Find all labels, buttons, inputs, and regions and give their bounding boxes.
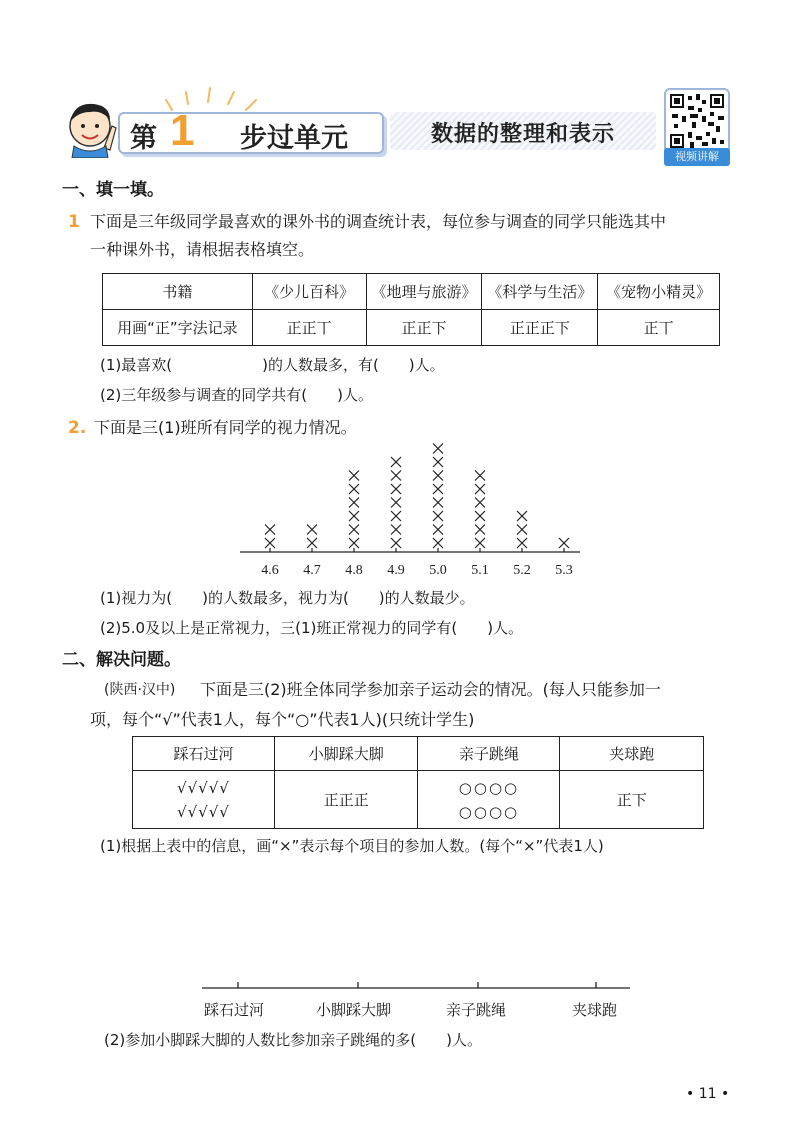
section1-title: 一、填一填。: [62, 180, 164, 200]
qr-code-icon: [668, 92, 726, 150]
cross-mark: [391, 457, 401, 467]
s2-sub1: (1)根据上表中的信息，画“×”表示每个项目的参加人数。(每个“×”代表1人): [100, 837, 604, 855]
s2-line2: 项，每个“√”代表1人，每个“○”代表1人)(只统计学生): [90, 710, 475, 729]
table-header-cell: 《科学与生活》: [482, 274, 598, 310]
tally-cell: 正丅: [598, 310, 720, 346]
tally-cell: 正正正下: [482, 310, 598, 346]
tick-label: 4.9: [387, 563, 405, 578]
cross-mark: [433, 498, 443, 508]
cross-mark: [349, 471, 359, 481]
table-header-cell: 书籍: [103, 274, 253, 310]
cross-mark: [433, 538, 443, 548]
cross-mark: [475, 498, 485, 508]
topic-box: [390, 112, 656, 150]
tally-cell: 正正正: [274, 771, 417, 829]
answer-axis: [196, 978, 636, 998]
axis-label: 亲子跳绳: [446, 1001, 507, 1019]
table-header-cell: 踩石过河: [133, 737, 275, 771]
cross-mark: [307, 538, 317, 548]
tick-label: 5.0: [429, 563, 447, 578]
book-survey-table: [102, 273, 720, 346]
cross-mark: [391, 484, 401, 494]
table-header-cell: 《宠物小精灵》: [598, 274, 720, 310]
q1-line2: 一种课外书，请根据表格填空。: [90, 240, 315, 259]
tick-row: √√√√√: [177, 778, 230, 797]
cross-mark: [475, 511, 485, 521]
q2-line1: 下面是三(1)班所有同学的视力情况。: [94, 418, 357, 437]
table-header-row: [133, 737, 704, 771]
table-header-cell: 夹球跑: [560, 737, 704, 771]
cross-mark: [517, 525, 527, 535]
tally-cell: 正下: [560, 771, 704, 829]
cross-mark: [391, 511, 401, 521]
tick-label: 4.8: [345, 563, 363, 578]
tally-cell: 正正丅: [252, 310, 366, 346]
topic-title: 数据的整理和表示: [430, 122, 615, 147]
cross-mark: [475, 525, 485, 535]
axis-label: 踩石过河: [204, 1001, 265, 1019]
region-tag: (陕西·汉中): [104, 682, 176, 698]
q2-sub1: (1)视力为( )的人数最多，视力为( )的人数最少。: [100, 589, 475, 607]
cross-mark: [433, 444, 443, 454]
unit-number: 1: [170, 106, 195, 155]
s2-sub2: (2)参加小脚踩大脚的人数比参加亲子跳绳的多( )人。: [104, 1031, 482, 1049]
cross-mark: [265, 538, 275, 548]
sports-day-table: [132, 736, 704, 829]
table-header-row: [103, 274, 720, 310]
cross-mark: [559, 538, 569, 548]
table-header-cell: 亲子跳绳: [418, 737, 560, 771]
cross-mark: [349, 484, 359, 494]
q1-line1: 下面是三年级同学最喜欢的课外书的调查统计表，每位参与调查的同学只能选其中: [90, 212, 667, 231]
mascot-boy-icon: [60, 96, 126, 158]
cross-mark: [391, 498, 401, 508]
tick-label: 4.6: [261, 563, 279, 578]
qr-code[interactable]: [664, 88, 730, 154]
section2-title: 二、解决问题。: [62, 650, 181, 670]
unit-prefix: 第: [130, 123, 157, 154]
tick-label: 4.7: [303, 563, 321, 578]
table-row: [133, 771, 704, 829]
cross-mark: [433, 471, 443, 481]
q2-sub2: (2)5.0及以上是正常视力，三(1)班正常视力的同学有( )人。: [100, 619, 524, 637]
cross-mark: [433, 457, 443, 467]
axis-label: 小脚踩大脚: [316, 1001, 392, 1019]
table-header-cell: 小脚踩大脚: [274, 737, 417, 771]
table-row-label: 用画“正”字法记录: [103, 310, 253, 346]
cross-mark: [517, 511, 527, 521]
q2-number: 2.: [68, 418, 87, 438]
tally-cell: 正正下: [366, 310, 482, 346]
cross-mark: [391, 525, 401, 535]
cross-mark: [517, 538, 527, 548]
cross-mark: [475, 538, 485, 548]
page-number: • 11 •: [686, 1086, 730, 1102]
circle-row: ○○○○: [458, 778, 520, 797]
q1-sub2: (2)三年级参与调查的同学共有( )人。: [100, 386, 373, 404]
cross-mark: [349, 538, 359, 548]
cross-mark: [433, 511, 443, 521]
circle-row: ○○○○: [458, 802, 520, 821]
tick-cell: [133, 771, 275, 829]
cross-mark: [349, 498, 359, 508]
cross-mark: [307, 525, 317, 535]
s2-line1: 下面是三(2)班全体同学参加亲子运动会的情况。(每人只能参加一: [200, 680, 661, 699]
tick-label: 5.3: [555, 563, 573, 578]
cross-mark: [391, 538, 401, 548]
cross-mark: [349, 525, 359, 535]
cross-mark: [433, 525, 443, 535]
cross-mark: [475, 471, 485, 481]
cross-mark: [391, 471, 401, 481]
cross-mark: [475, 484, 485, 494]
axis-label: 夹球跑: [572, 1001, 618, 1019]
q1-sub1: (1)最喜欢( )的人数最多，有( )人。: [100, 356, 445, 374]
tick-label: 5.1: [471, 563, 489, 578]
cross-mark: [433, 484, 443, 494]
circle-cell: [418, 771, 560, 829]
unit-label: 步过单元: [240, 123, 348, 154]
cross-mark: [265, 525, 275, 535]
vision-dot-plot: [230, 438, 590, 580]
unit-banner: [60, 92, 720, 162]
tick-label: 5.2: [513, 563, 531, 578]
table-row: [103, 310, 720, 346]
table-header-cell: 《地理与旅游》: [366, 274, 482, 310]
unit-title-box: [118, 106, 384, 155]
cross-mark: [349, 511, 359, 521]
tick-row: √√√√√: [177, 802, 230, 821]
table-header-cell: 《少儿百科》: [252, 274, 366, 310]
q1-number: 1: [68, 212, 80, 232]
qr-caption: 视频讲解: [664, 148, 730, 166]
